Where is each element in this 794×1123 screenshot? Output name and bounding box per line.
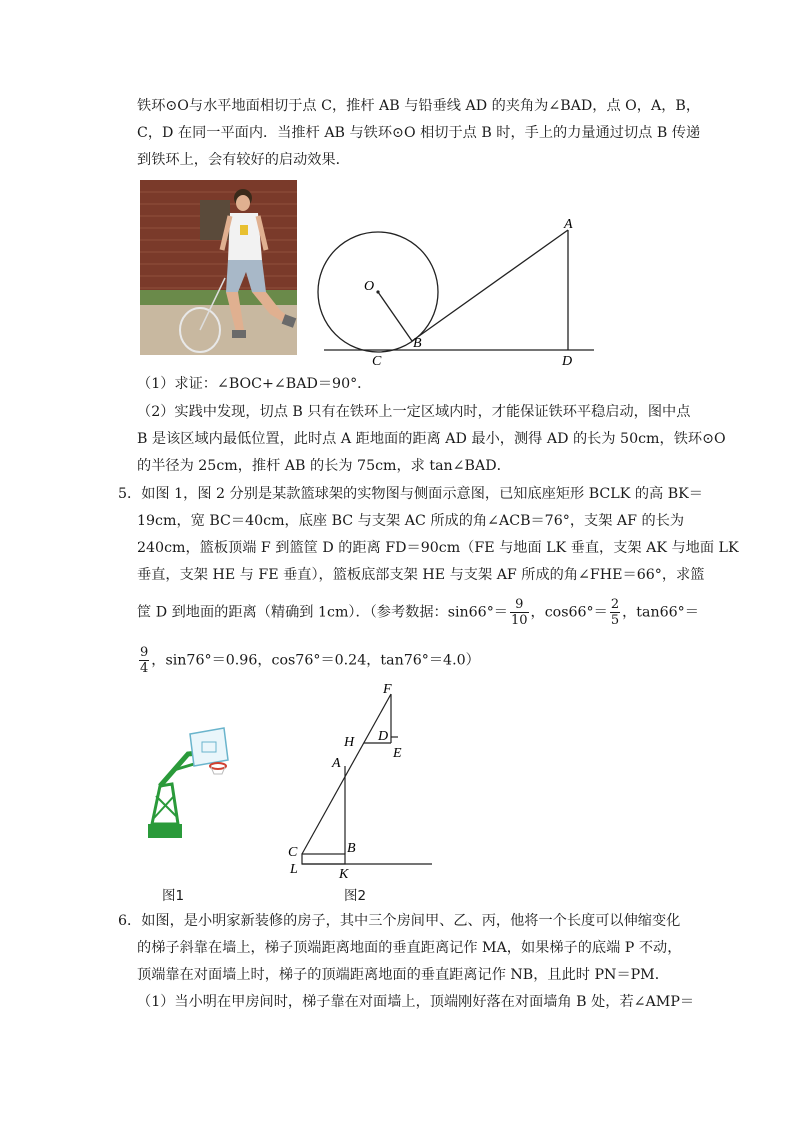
label-E: E (393, 746, 402, 761)
q6-line-4: （1）当小明在甲房间时，梯子靠在对面墙上，顶端刚好落在对面墙角 B 处，若∠AMP＝ (137, 994, 695, 1010)
q5-line-2: 19cm，宽 BC＝40cm，底座 BC 与支架 AC 所成的角∠ACB＝76°，支架 AF 的长为 (137, 513, 685, 529)
intro-line-1: 铁环⊙O与水平地面相切于点 C，推杆 AB 与铅垂线 AD 的夹角为∠BAD，点 O，A，B， (137, 98, 701, 114)
fraction-tan66: $\frac{9}{4}$ (140, 645, 149, 676)
fraction-sin66: $\frac{9}{10}$ (510, 597, 528, 628)
label-F: F (383, 682, 392, 697)
q6-line-2: 的梯子斜靠在墙上，梯子顶端距离地面的垂直距离记作 MA，如果梯子的底端 P 不动， (137, 940, 682, 956)
q5-line-1: 5．如图 1，图 2 分别是某款篮球架的实物图与侧面示意图，已知底座矩形 BCLK 的高 BK＝ (118, 486, 703, 502)
label-C: C (288, 845, 298, 860)
push-rod-AB (412, 230, 568, 341)
intro-line-2: C，D 在同一平面内．当推杆 AB 与铁环⊙O 相切于点 B 时，手上的力量通过切点 B 传递 (137, 125, 701, 141)
label-L: L (290, 862, 298, 877)
label-H: H (344, 735, 355, 750)
q5-line-5: 筐 D 到地面的距离（精确到 1cm）．（参考数据：sin66°＝ $\frac{9}{10}$ ，cos66°＝ $\frac{2}{5}$ ，tan66°＝ (137, 597, 699, 628)
label-C: C (372, 354, 382, 369)
q6-line-1: 6．如图，是小明家新装修的房子，其中三个房间甲、乙、丙，他将一个长度可以伸缩变化 (118, 913, 681, 929)
label-D: D (378, 729, 389, 744)
label-B: B (413, 336, 422, 351)
caption-figure-1: 图1 (162, 888, 185, 904)
hoop-rolling-photo (140, 180, 297, 355)
label-A: A (332, 756, 341, 771)
label-A: A (564, 217, 573, 232)
support-AF (302, 694, 391, 854)
basketball-stand-schematic (280, 680, 440, 880)
q5-line-6: $\frac{9}{4}$ ，sin76°＝0.96，cos76°＝0.24，tan76°＝4.0） (140, 645, 480, 676)
base-rect-BCLK (302, 854, 345, 864)
tangent-diagram (312, 208, 602, 370)
label-O: O (364, 279, 375, 294)
q4-part2-line2: B 是该区域内最低位置，此时点 A 距地面的距离 AD 最小，测得 AD 的长为 50cm，铁环⊙O (137, 431, 726, 447)
radius-OB (378, 292, 412, 341)
q5-line-4: 垂直，支架 HE 与 FE 垂直），篮板底部支架 HE 与支架 AF 所成的角∠FHE＝66°，求篮 (137, 567, 705, 583)
q4-part2-line1: （2）实践中发现，切点 B 只有在铁环上一定区域内时，才能保证铁环平稳启动，图中点 (137, 404, 691, 420)
basketball-stand-photo (138, 726, 238, 846)
label-D: D (562, 354, 573, 369)
q6-line-3: 顶端靠在对面墙上时，梯子的顶端距离地面的垂直距离记作 NB，且此时 PN＝PM． (137, 967, 669, 983)
caption-figure-2: 图2 (344, 888, 367, 904)
label-K: K (339, 867, 349, 880)
q4-part1: （1）求证：∠BOC+∠BAD＝90°． (137, 376, 372, 392)
label-B: B (347, 841, 356, 856)
q5-line-3: 240cm，篮板顶端 F 到篮筐 D 的距离 FD＝90cm（FE 与地面 LK 垂直，支架 AK 与地面 LK (137, 540, 739, 556)
fraction-cos66: $\frac{2}{5}$ (610, 597, 620, 628)
q4-part2-line3: 的半径为 25cm，推杆 AB 的长为 75cm，求 tan∠BAD． (137, 458, 511, 474)
intro-line-3: 到铁环上，会有较好的启动效果． (137, 152, 350, 168)
